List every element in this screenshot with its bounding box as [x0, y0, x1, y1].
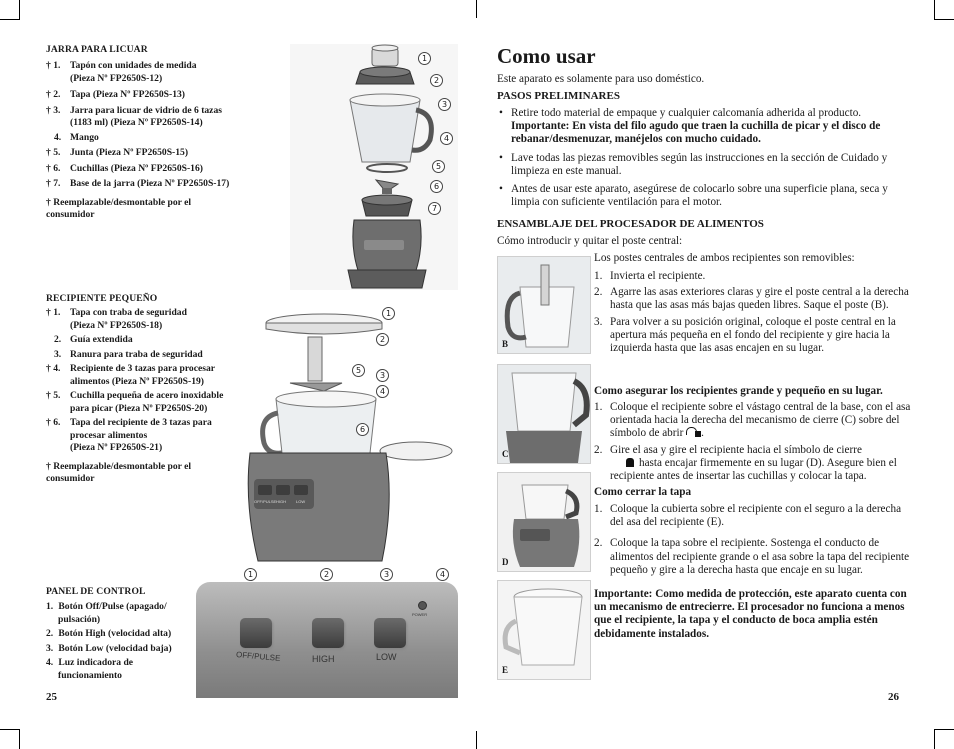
list-item: † 6. Tapa del recipiente de 3 tazas para procesar alimentos (Pieza Nº FP2650S-21) — [46, 417, 212, 453]
low-label: LOW — [376, 652, 397, 662]
center-crop-mark — [476, 731, 477, 749]
crop-mark — [0, 19, 20, 20]
secure-title: Como asegurar los recipientes grande y pequeño en su lugar. — [594, 385, 883, 397]
list-item: 3. Botón Low (velocidad baja) — [46, 642, 172, 654]
important-note: Importante: Como medida de protección, este aparato cuenta con un mecanismo de entrecierre. El procesador no funciona a menos que el recipiente, la tapa y el conducto de boca amplia estén debidamente instalados. — [594, 588, 907, 640]
list-item: 1. Invierta el recipiente. — [594, 270, 706, 282]
crop-mark — [934, 729, 954, 730]
list-item: 1. Coloque el recipiente sobre el vástago central de la base, con el asa orientada hacia la derecha del mecanismo de cierre (C) sobre del símbolo de abrir . — [594, 401, 911, 440]
small-bowl-title: RECIPIENTE PEQUEÑO — [46, 293, 158, 304]
callout-2: 2 — [320, 568, 333, 581]
small-bowl-parts-list — [46, 293, 246, 486]
list-item: 4. Mango — [54, 131, 99, 143]
callout-4: 4 — [440, 132, 453, 145]
figure-b-svg — [498, 257, 590, 353]
list-item: 2. Coloque la tapa sobre el recipiente. Sostenga el conducto de alimentos del recipiente grande o el asa sobre la tapa del recipiente pequeño y gire a la derecha hasta que encaje en su lugar. — [594, 537, 910, 576]
callout-1: 1 — [418, 52, 431, 65]
list-item: † 6. Cuchillas (Pieza Nº FP2650S-16) — [46, 162, 203, 174]
blender-jar-illustration — [290, 44, 458, 290]
base-label-high: HIGH — [276, 499, 286, 504]
callout-6: 6 — [430, 180, 443, 193]
list-item: 3. Ranura para traba de seguridad — [54, 348, 203, 360]
list-item: 2. Gire el asa y gire el recipiente hacia el símbolo de cierre hasta encajar firmemente en su lugar (D). Asegure bien el recipiente antes de insertar las cuchillas y colocar la tapa. — [594, 443, 897, 483]
callout-3: 3 — [376, 369, 389, 382]
page-title: Como usar — [497, 44, 596, 68]
figure-d — [497, 472, 591, 572]
list-item: † 2. Tapa (Pieza Nº FP2650S-13) — [46, 89, 185, 100]
list-item: 2. Guía extendida — [54, 334, 133, 345]
callout-5: 5 — [432, 160, 445, 173]
small-bowl-illustration — [236, 303, 458, 567]
close-lid-title: Como cerrar la tapa — [594, 486, 692, 498]
control-panel-illustration — [196, 566, 458, 698]
base-label-off-pulse: OFF/PULSE — [254, 499, 277, 504]
page-number-right: 26 — [888, 691, 899, 703]
callout-3: 3 — [438, 98, 451, 111]
figure-b — [497, 256, 591, 354]
list-item: † 4. Recipiente de 3 tazas para procesar alimentos (Pieza Nº FP2650S-19) — [46, 363, 216, 387]
list-item: 1. Coloque la cubierta sobre el recipiente con el seguro a la derecha del asa del recipiente (E). — [594, 503, 902, 529]
power-label: POWER — [412, 612, 428, 617]
list-item: † 3. Jarra para licuar de vidrio de 6 tazas (1183 ml) (Pieza Nº FP2650S-14) — [46, 104, 222, 128]
crop-mark — [0, 729, 20, 730]
jar-title: JARRA PARA LICUAR — [46, 44, 148, 55]
close-lid-steps — [594, 503, 914, 577]
figure-d-label: D — [502, 557, 509, 567]
off-pulse-label: OFF/PULSE — [235, 650, 281, 663]
figure-e-svg — [498, 581, 590, 679]
callout-5: 5 — [352, 364, 365, 377]
list-item: 2. Botón High (velocidad alta) — [46, 628, 172, 639]
list-item: † 5. Cuchilla pequeña de acero inoxidable para picar (Pieza Nº FP2650S-20) — [46, 390, 224, 414]
crop-mark — [934, 0, 935, 20]
preliminary-list — [497, 107, 917, 209]
intro-text: Este aparato es solamente para uso doméstico. — [497, 73, 705, 85]
replaceable-note: † Reemplazable/desmontable por el consumidor — [46, 460, 192, 484]
jar-parts-list — [46, 44, 246, 222]
callout-2: 2 — [430, 74, 443, 87]
replaceable-note: † Reemplazable/desmontable por el consumidor — [46, 196, 192, 220]
callout-1: 1 — [244, 568, 257, 581]
crop-mark — [19, 729, 20, 749]
figure-e — [497, 580, 591, 680]
secure-steps — [594, 401, 914, 483]
list-item: † 5. Junta (Pieza Nº FP2650S-15) — [46, 147, 189, 158]
list-item: 4. Luz indicadora de funcionamiento — [46, 657, 134, 681]
figure-c-svg — [498, 365, 590, 463]
crop-mark — [934, 729, 935, 749]
list-item: 2. Agarre las asas exteriores claras y gire el poste central a la derecha hasta que las asas más bajas queden libres. Saque el poste (B). — [594, 286, 909, 312]
power-light-shape — [418, 601, 427, 610]
posts-text: Los postes centrales de ambos recipientes son removibles: — [594, 252, 855, 264]
base-label-low: LOW — [296, 499, 306, 504]
high-button-shape — [312, 618, 344, 648]
assembly-subtitle: Cómo introducir y quitar el poste central: — [497, 235, 683, 247]
list-item: 3. Para volver a su posición original, coloque el poste central en la apertura más pequeña en el fondo del recipiente y gire hacia la izquierda hasta que las asas encajen en su lugar. — [594, 315, 896, 355]
post-steps — [594, 270, 914, 355]
center-crop-mark — [476, 0, 477, 18]
low-button-shape — [374, 618, 406, 648]
crop-mark — [19, 0, 20, 20]
crop-mark — [934, 19, 954, 20]
high-label: HIGH — [312, 654, 335, 664]
list-item: † 1. Tapón con unidades de medida (Pieza Nº FP2650S-12) — [46, 60, 197, 84]
off-pulse-button-shape — [240, 618, 272, 648]
callout-7: 7 — [428, 202, 441, 215]
panel-title: PANEL DE CONTROL — [46, 586, 146, 597]
preliminary-title: PASOS PRELIMINARES — [497, 90, 620, 102]
page-number-left: 25 — [46, 691, 57, 703]
lock-icon — [626, 458, 634, 467]
list-item: • Antes de usar este aparato, asegúrese de colocarlo sobre una superficie plana, seca y limpia con suficiente ventilación para el motor. — [497, 183, 917, 209]
figure-c-label: C — [502, 449, 509, 459]
list-item: † 1. Tapa con traba de seguridad (Pieza Nº FP2650S-18) — [46, 307, 187, 331]
figure-e-label: E — [502, 665, 509, 675]
small-bowl-svg — [236, 303, 458, 567]
list-item: • Retire todo material de empaque y cualquier calcomanía adherida al producto. Importante: En vista del filo agudo que traen la cuchilla de picar y el disco de rebanar/desmenuzar, manéjelos con mucho cuidado. — [497, 107, 917, 147]
list-item: 1. Botón Off/Pulse (apagado/ pulsación) — [46, 601, 167, 625]
list-item: † 7. Base de la jarra (Pieza Nº FP2650S-17) — [46, 178, 230, 189]
figure-b-label: B — [502, 339, 509, 349]
list-item: • Lave todas las piezas removibles según las instrucciones en la sección de Cuidado y limpieza en este manual. — [497, 152, 917, 178]
callout-2: 2 — [376, 333, 389, 346]
assembly-title: ENSAMBLAJE DEL PROCESADOR DE ALIMENTOS — [497, 218, 764, 230]
callout-1: 1 — [382, 307, 395, 320]
figure-d-svg — [498, 473, 590, 571]
callout-6: 6 — [356, 423, 369, 436]
figure-c — [497, 364, 591, 464]
callout-4: 4 — [436, 568, 449, 581]
callout-3: 3 — [380, 568, 393, 581]
control-panel-list — [46, 586, 196, 682]
callout-4: 4 — [376, 385, 389, 398]
